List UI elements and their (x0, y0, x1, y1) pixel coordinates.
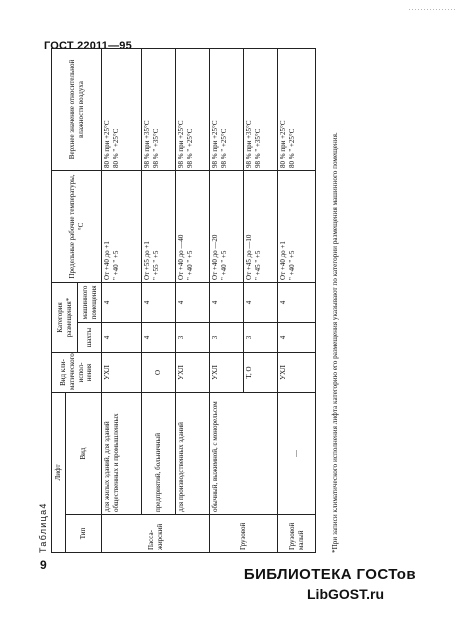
humidity-line: 80 % при +25°С (103, 120, 111, 168)
cell-humidity (278, 48, 316, 170)
temp-line: От +40 до —20 (211, 234, 219, 280)
temp-line: От +55 до +1 (143, 241, 151, 280)
corner-stamp: ................ (408, 6, 456, 12)
header-temps: Предельные рабочие температуры, °С (52, 170, 102, 282)
table-caption-number: 4 (38, 503, 48, 509)
cell-humidity (102, 48, 142, 170)
cell-machine-category: 4 (176, 282, 210, 322)
cell-machine-category: 4 (210, 282, 244, 322)
humidity-line: 98 % " +35°С (151, 128, 160, 168)
table-row (142, 48, 176, 552)
cell-climate: УХЛ (210, 353, 244, 393)
humidity-line: 98 % " +25°С (185, 128, 194, 168)
header-kind: Вид (66, 393, 102, 515)
cell-climate: УХЛ (102, 353, 142, 393)
cell-kind: для жилых зданий, для зданий общественных и промышленных (102, 393, 142, 515)
cell-kind: предприятий, больничный (142, 393, 176, 515)
humidity-line: 80 % " +25°С (287, 128, 296, 168)
humidity-line: 98 % " +25°С (219, 128, 228, 168)
cell-machine-category: 4 (102, 282, 142, 322)
temp-line: От +40 до +1 (279, 241, 287, 280)
header-machine-room: машинного помещения (78, 282, 102, 322)
cell-humidity (244, 48, 278, 170)
cell-climate: О (142, 353, 176, 393)
cell-temps (210, 170, 244, 282)
cell-kind: для производственных зданий (176, 393, 210, 515)
table-caption (37, 504, 49, 553)
cell-temps (176, 170, 210, 282)
cell-humidity (176, 48, 210, 170)
rotated-table-block (37, 33, 357, 553)
library-site-label: LibGOST.ru (307, 586, 384, 602)
temp-line: От +40 до —40 (177, 234, 185, 280)
temp-line: " +40 " +5 (219, 250, 228, 280)
table-footnote: *При записи климатического исполнения лифта категорию его размещения указывают по категории размещения машинного помещения. (331, 132, 339, 553)
header-climate: Вид кли-матического испол-нения (52, 353, 102, 393)
cell-humidity (210, 48, 244, 170)
cell-temps (142, 170, 176, 282)
cell-kind: — (278, 393, 316, 515)
temp-line: " +40 " +5 (185, 250, 194, 280)
cell-shaft-category: 4 (142, 323, 176, 353)
table-row (278, 48, 316, 552)
humidity-line: 80 % " +25°С (111, 128, 120, 168)
cell-kind: обычный, выжимной, с монорельсом (210, 393, 278, 515)
cell-climate: УХЛ (278, 353, 316, 393)
table-row (102, 48, 142, 552)
cell-shaft-category: 3 (244, 323, 278, 353)
cell-climate: Т, О (244, 353, 278, 393)
table-row (176, 48, 210, 552)
document-title: ГОСТ 22011—95 (44, 40, 132, 52)
humidity-line: 80 % при +25°С (279, 120, 287, 168)
temp-line: " +40 " +5 (287, 250, 296, 280)
header-lift: Лифт (52, 393, 66, 553)
cell-shaft-category: 4 (102, 323, 142, 353)
humidity-line: 98 % при +35°С (143, 120, 151, 168)
cell-type: Грузовой (210, 515, 278, 553)
cell-temps (244, 170, 278, 282)
cell-humidity (142, 48, 176, 170)
humidity-line: 98 % при +25°С (211, 120, 219, 168)
climate-table (51, 48, 316, 553)
header-shafts: шахты (78, 323, 102, 353)
table-caption-label: Таблица (38, 508, 48, 553)
cell-machine-category: 4 (244, 282, 278, 322)
cell-temps (102, 170, 142, 282)
cell-type: Грузовой малый (278, 515, 316, 553)
cell-temps (278, 170, 316, 282)
cell-machine-category: 4 (278, 282, 316, 322)
cell-machine-category: 4 (142, 282, 176, 322)
cell-type: Пасса-жирский (102, 515, 210, 553)
cell-climate: УХЛ (176, 353, 210, 393)
header-humidity: Верхнее значение относительной влажности воздуха (52, 48, 102, 170)
humidity-line: 98 % при +35°С (245, 120, 253, 168)
cell-shaft-category: 4 (278, 323, 316, 353)
temp-line: " +55 " +5 (151, 250, 160, 280)
temp-line: От +40 до +1 (103, 241, 111, 280)
library-banner: БИБЛИОТЕКА ГОСТов (243, 566, 416, 583)
table-row (210, 48, 244, 552)
temp-line: От +45 до —10 (245, 234, 253, 280)
cell-shaft-category: 3 (210, 323, 244, 353)
page-number: 9 (40, 558, 47, 572)
humidity-line: 98 % при +25°С (177, 120, 185, 168)
cell-shaft-category: 3 (176, 323, 210, 353)
header-type: Тип (66, 515, 102, 553)
temp-line: " +40 " +5 (111, 250, 120, 280)
humidity-line: 98 % " +35°С (253, 128, 262, 168)
header-category: Категория размещения* (52, 282, 78, 352)
temp-line: " +45 " +5 (253, 250, 262, 280)
